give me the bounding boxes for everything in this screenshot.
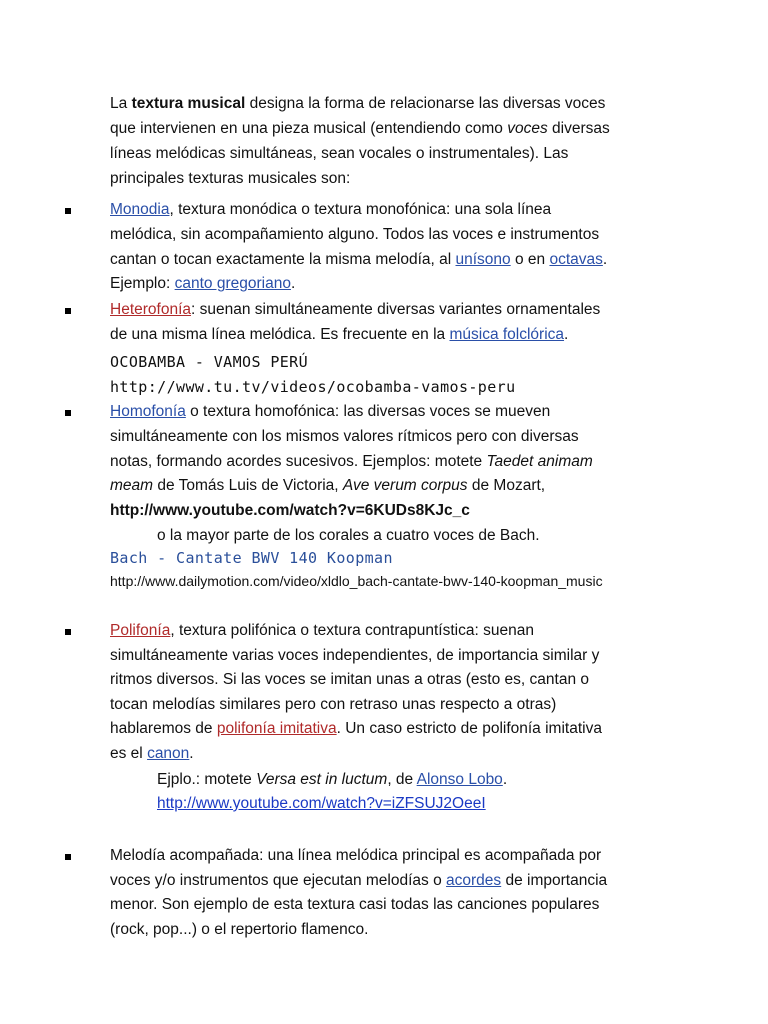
polifonia-italic: Versa est in luctum bbox=[256, 771, 388, 788]
polifonia-line-1 bbox=[110, 619, 534, 643]
intro-text: diversas bbox=[547, 120, 610, 137]
monodia-link[interactable]: Monodia bbox=[110, 201, 170, 218]
bach-cantate-title: Bach - Cantate BWV 140 Koopman bbox=[110, 549, 393, 567]
polifonia-text: . bbox=[502, 771, 508, 788]
intro-text: La bbox=[110, 95, 132, 112]
intro-text: designa la forma de relacionarse las diversas voces bbox=[245, 95, 606, 112]
intro-line-1 bbox=[110, 92, 605, 116]
monodia-text: . bbox=[602, 251, 608, 268]
homofonia-text: notas, formando acordes sucesivos. Ejemplos: motete bbox=[110, 453, 487, 470]
bullet-polifonia bbox=[65, 629, 71, 635]
intro-italic-term: voces bbox=[507, 120, 548, 137]
acordes-link[interactable]: acordes bbox=[446, 872, 502, 889]
melodia-text: voces y/o instrumentos que ejecutan melodías o bbox=[110, 872, 447, 889]
polifonia-imitativa-link[interactable]: polifonía imitativa bbox=[216, 720, 337, 737]
homofonia-italic: meam bbox=[110, 477, 154, 494]
unisono-link[interactable]: unísono bbox=[455, 251, 511, 268]
intro-line-2 bbox=[110, 117, 610, 141]
melodia-text: de importancia bbox=[501, 872, 608, 889]
homofonia-italic: Ave verum corpus bbox=[342, 477, 468, 494]
monodia-text: . bbox=[290, 275, 296, 292]
musica-folclorica-link[interactable]: música folclórica bbox=[449, 326, 565, 343]
monodia-line-4 bbox=[110, 272, 295, 296]
heterofonia-line-1 bbox=[110, 298, 600, 322]
monodia-text: Ejemplo: bbox=[110, 275, 175, 292]
melodia-line-2 bbox=[110, 869, 607, 893]
bullet-heterofonia bbox=[65, 308, 71, 314]
polifonia-line-5 bbox=[110, 717, 602, 741]
polifonia-text: , textura polifónica o textura contrapuntística: suenan bbox=[170, 622, 534, 639]
melodia-line-4: (rock, pop...) o el repertorio flamenco. bbox=[110, 921, 369, 938]
polifonia-text: . bbox=[189, 745, 194, 762]
intro-text: que intervienen en una pieza musical (entendiendo como bbox=[110, 120, 508, 137]
homofonia-italic: Taedet animam bbox=[486, 453, 593, 470]
ocobamba-url[interactable]: http://www.tu.tv/videos/ocobamba-vamos-peru bbox=[110, 378, 516, 396]
homofonia-line-3 bbox=[110, 450, 593, 474]
heterofonia-text: . bbox=[564, 326, 569, 343]
youtube-url-bold[interactable]: http://www.youtube.com/watch?v=6KUDs8KJc_c bbox=[110, 502, 470, 519]
homofonia-text: de Mozart, bbox=[467, 477, 546, 494]
canon-link[interactable]: canon bbox=[147, 745, 190, 762]
ocobamba-title: OCOBAMBA - VAMOS PERÚ bbox=[110, 353, 309, 371]
canto-gregoriano-link[interactable]: canto gregoriano bbox=[174, 275, 291, 292]
homofonia-text: o textura homofónica: las diversas voces se mueven bbox=[185, 403, 551, 420]
monodia-line-1 bbox=[110, 198, 551, 222]
polifonia-text: . Un caso estricto de polifonía imitativa bbox=[336, 720, 602, 737]
polifonia-line-3: ritmos diversos. Si las voces se imitan unas a otras (esto es, cantan o bbox=[110, 671, 589, 688]
melodia-line-1: Melodía acompañada: una línea melódica principal es acompañada por bbox=[110, 847, 602, 864]
heterofonia-line-2 bbox=[110, 323, 568, 347]
monodia-line-3 bbox=[110, 248, 607, 272]
homofonia-line-6: o la mayor parte de los corales a cuatro voces de Bach. bbox=[157, 527, 540, 544]
intro-line-3: líneas melódicas simultáneas, sean vocales o instrumentales). Las bbox=[110, 145, 569, 162]
octavas-link[interactable]: octavas bbox=[549, 251, 603, 268]
polifonia-line-6 bbox=[110, 742, 194, 766]
bullet-monodia bbox=[65, 208, 71, 214]
homofonia-line-4 bbox=[110, 474, 545, 498]
dailymotion-url[interactable]: http://www.dailymotion.com/video/xldlo_bach-cantate-bwv-140-koopman_music bbox=[110, 573, 603, 589]
polifonia-link[interactable]: Polifonía bbox=[110, 622, 171, 639]
homofonia-line-2: simultáneamente con los mismos valores rítmicos pero con diversas bbox=[110, 428, 579, 445]
alonso-lobo-link[interactable]: Alonso Lobo bbox=[416, 771, 503, 788]
homofonia-text: de Tomás Luis de Victoria, bbox=[153, 477, 343, 494]
heterofonia-text: : suenan simultáneamente diversas variantes ornamentales bbox=[191, 301, 601, 318]
monodia-text: cantan o tocan exactamente la misma melodía, al bbox=[110, 251, 456, 268]
youtube-url-link[interactable]: http://www.youtube.com/watch?v=iZFSUJ2OeeI bbox=[157, 795, 486, 812]
bullet-homofonia bbox=[65, 410, 71, 416]
polifonia-youtube-url[interactable] bbox=[157, 792, 486, 816]
polifonia-text: , de bbox=[387, 771, 417, 788]
intro-bold-term: textura musical bbox=[131, 95, 246, 112]
bullet-melodia bbox=[65, 854, 71, 860]
polifonia-text: hablaremos de bbox=[110, 720, 217, 737]
intro-line-4: principales texturas musicales son: bbox=[110, 170, 351, 187]
monodia-line-2: melódica, sin acompañamiento alguno. Todos las voces e instrumentos bbox=[110, 226, 600, 243]
homofonia-link[interactable]: Homofonía bbox=[110, 403, 186, 420]
polifonia-text: es el bbox=[110, 745, 148, 762]
monodia-text: o en bbox=[510, 251, 550, 268]
polifonia-line-2: simultáneamente varias voces independientes, de importancia similar y bbox=[110, 647, 600, 664]
homofonia-youtube-url[interactable] bbox=[110, 499, 470, 523]
melodia-line-3: menor. Son ejemplo de esta textura casi todas las canciones populares bbox=[110, 896, 600, 913]
homofonia-line-1 bbox=[110, 400, 550, 424]
monodia-text: , textura monódica o textura monofónica: una sola línea bbox=[169, 201, 552, 218]
heterofonia-text: de una misma línea melódica. Es frecuente en la bbox=[110, 326, 450, 343]
polifonia-line-4: tocan melodías similares pero con retraso unas respecto a otras) bbox=[110, 696, 557, 713]
polifonia-text: Ejplo.: motete bbox=[157, 771, 257, 788]
heterofonia-link[interactable]: Heterofonía bbox=[110, 301, 191, 318]
polifonia-example bbox=[157, 768, 507, 792]
